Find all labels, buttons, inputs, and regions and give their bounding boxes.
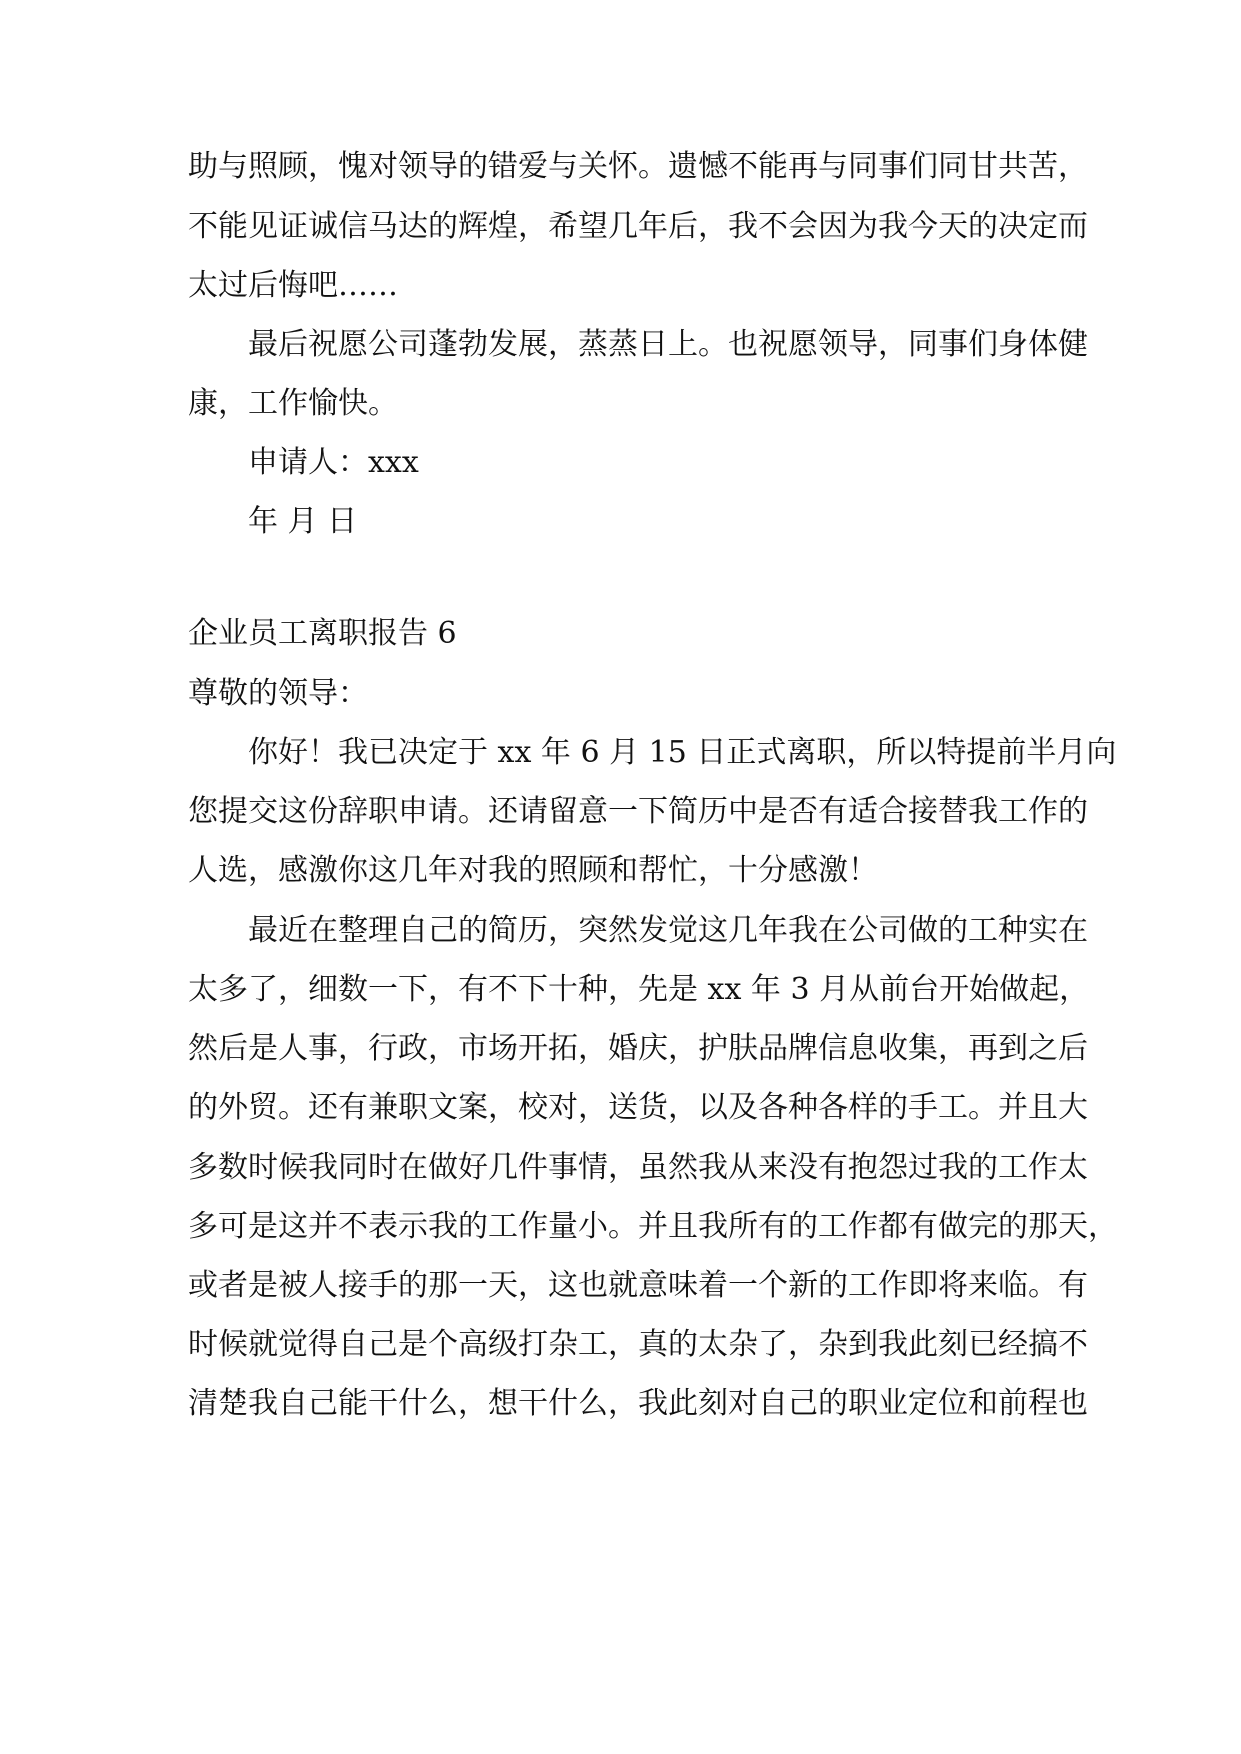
paragraph-line: 太过后悔吧…… [188,268,398,303]
paragraph-line: 的外贸。还有兼职文案，校对，送货，以及各种各样的手工。并且大 [188,1090,1088,1125]
paragraph-line: 太多了，细数一下，有不下十种，先是 xx 年 3 月从前台开始做起， [188,972,1090,1007]
paragraph-line: 您提交这份辞职申请。还请留意一下简历中是否有适合接替我工作的 [188,794,1088,829]
paragraph-line: 然后是人事，行政，市场开拓，婚庆，护肤品牌信息收集，再到之后 [188,1031,1088,1066]
paragraph-line: 助与照顾，愧对领导的错爱与关怀。遗憾不能再与同事们同甘共苦， [188,149,1088,184]
paragraph-line: 康，工作愉快。 [188,386,398,421]
paragraph-line: 多数时候我同时在做好几件事情，虽然我从来没有抱怨过我的工作太 [188,1150,1088,1185]
paragraph-line: 人选，感激你这几年对我的照顾和帮忙，十分感激！ [188,853,878,888]
paragraph-line: 清楚我自己能干什么，想干什么，我此刻对自己的职业定位和前程也 [188,1386,1088,1421]
paragraph-line: 最后祝愿公司蓬勃发展，蒸蒸日上。也祝愿领导，同事们身体健 [248,327,1088,362]
applicant-line: 申请人：xxx [248,445,419,480]
section-title: 企业员工离职报告 6 [188,616,457,651]
paragraph-line: 你好！我已决定于 xx 年 6 月 15 日正式离职，所以特提前半月向 [248,735,1117,770]
paragraph-line: 多可是这并不表示我的工作量小。并且我所有的工作都有做完的那天， [188,1209,1118,1244]
date-line: 年 月 日 [248,504,358,539]
paragraph-line: 时候就觉得自己是个高级打杂工，真的太杂了，杂到我此刻已经搞不 [188,1327,1088,1362]
salutation: 尊敬的领导： [188,676,368,711]
paragraph-line: 或者是被人接手的那一天，这也就意味着一个新的工作即将来临。有 [188,1268,1088,1303]
paragraph-line: 不能见证诚信马达的辉煌，希望几年后，我不会因为我今天的决定而 [188,209,1088,244]
paragraph-line: 最近在整理自己的简历，突然发觉这几年我在公司做的工种实在 [248,913,1088,948]
